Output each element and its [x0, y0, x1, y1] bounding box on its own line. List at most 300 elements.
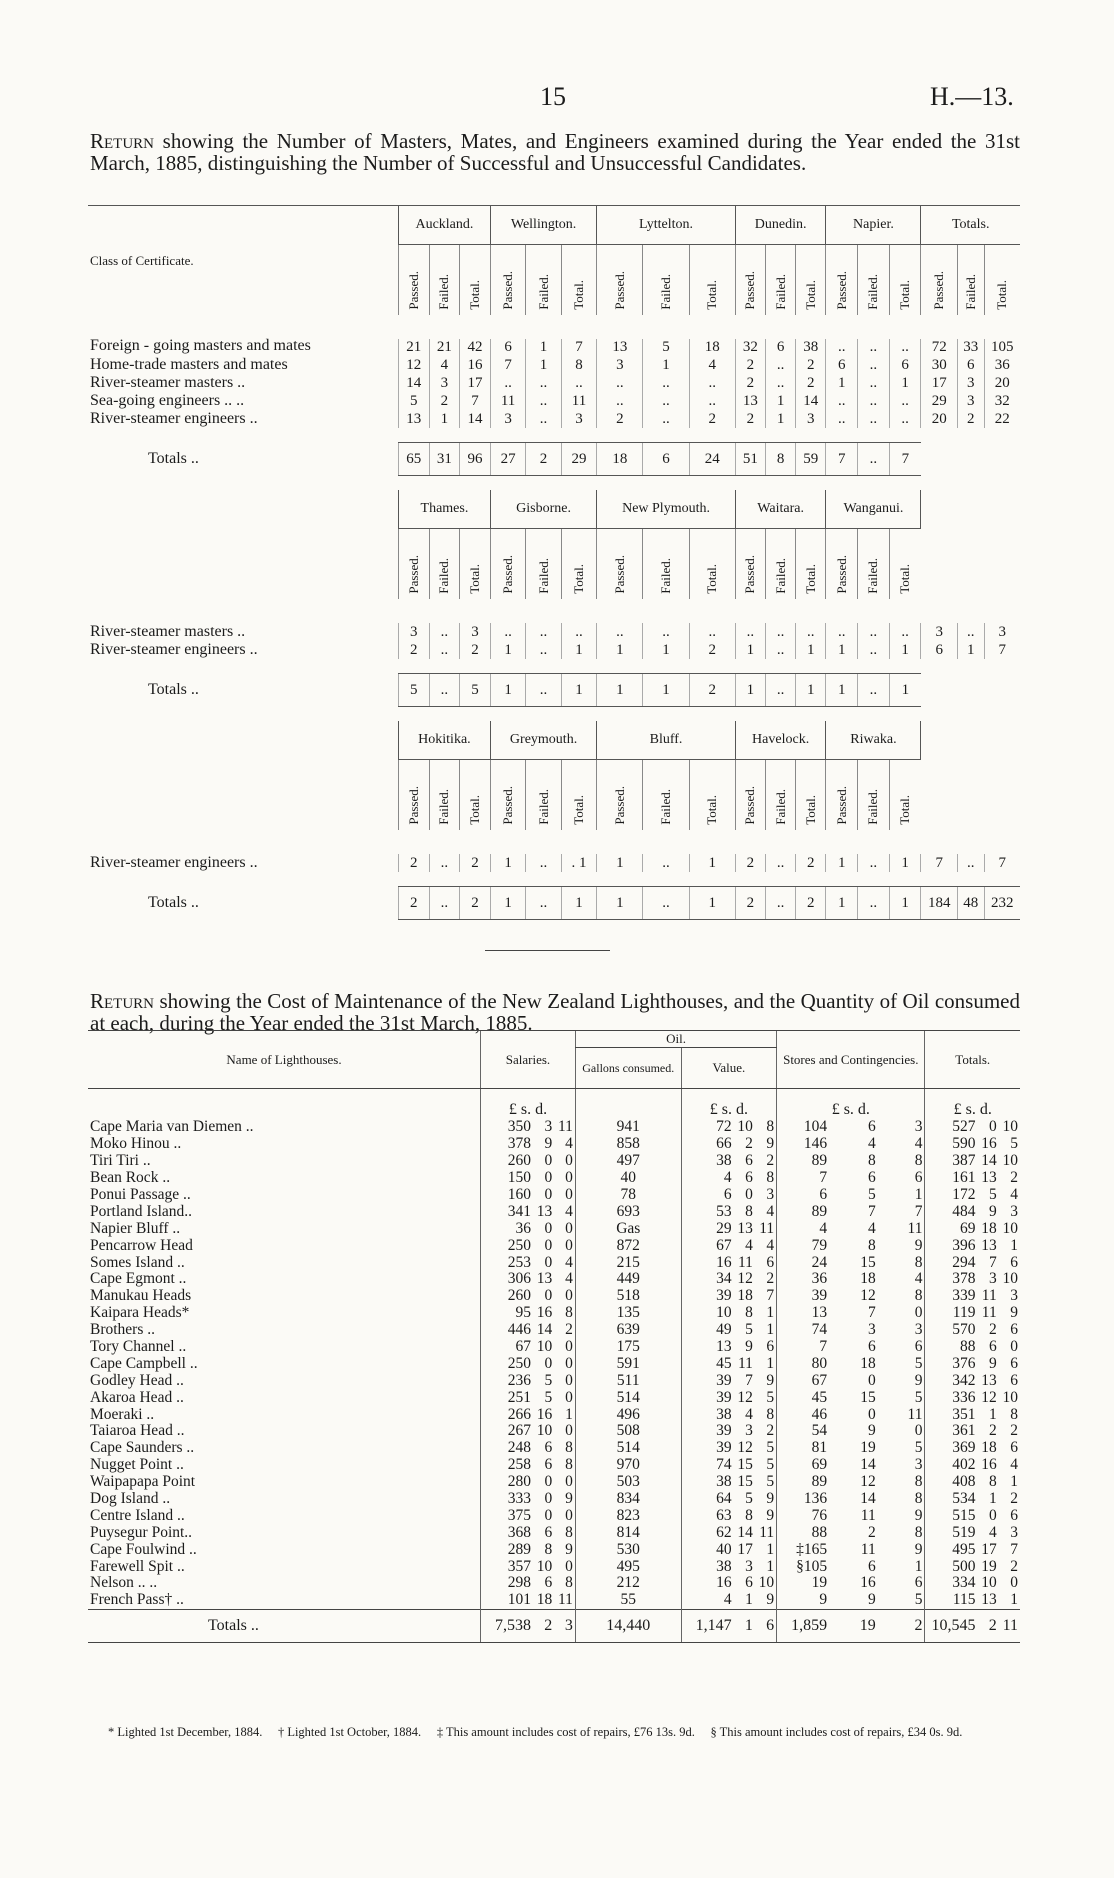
- money-cell: 67: [481, 1339, 534, 1356]
- gallons-cell: 858: [575, 1136, 681, 1153]
- column-header-text: Passed.: [833, 271, 849, 310]
- money-cell: 4: [766, 1236, 775, 1254]
- cell: 17: [460, 374, 491, 392]
- money-cell: 6: [544, 1456, 553, 1474]
- column-header: [735, 245, 765, 316]
- column-header-text: Total.: [994, 280, 1010, 310]
- money-cell: 15: [860, 1388, 876, 1406]
- money-cell: 10: [681, 1305, 734, 1322]
- gallons-cell: 135: [575, 1305, 681, 1322]
- cell: 18: [597, 443, 643, 476]
- money-cell: 67: [777, 1372, 830, 1389]
- money-cell: 0: [544, 1354, 553, 1372]
- money-cell: 527: [925, 1119, 978, 1136]
- money-cell: 89: [777, 1474, 830, 1491]
- column-header-text: Passed.: [611, 555, 627, 594]
- money-cell: 10: [1002, 1270, 1018, 1288]
- money-cell: 1: [766, 1540, 775, 1558]
- column-header: [796, 760, 826, 831]
- cell: 1: [765, 410, 795, 428]
- column-header: [826, 529, 858, 600]
- spacer-row: [88, 315, 1020, 339]
- money-cell: 10: [536, 1338, 553, 1356]
- money-cell: 3: [554, 1609, 575, 1642]
- money-cell: 236: [481, 1372, 534, 1389]
- row-label: River-steamer engineers ..: [90, 854, 258, 871]
- money-cell: 8: [914, 1473, 923, 1491]
- gallons-cell: 55: [575, 1592, 681, 1609]
- return2-title-text: showing the Cost of Maintenance of the New Zealand Lighthouses, and the Quantity of Oil consumed at each, during the Year ended the 31st March, 1885.: [90, 989, 1021, 1035]
- money-cell: 6: [766, 1338, 775, 1356]
- money-cell: 115: [925, 1592, 978, 1609]
- cell: 1: [597, 854, 643, 872]
- cell: 4: [689, 356, 735, 374]
- money-cell: 8: [565, 1456, 573, 1474]
- column-header-text: Total.: [571, 564, 586, 594]
- column-header-text: Failed.: [436, 558, 452, 594]
- port-header: Wanganui.: [826, 490, 921, 529]
- empty-cell: [984, 529, 1020, 600]
- money-cell: 14: [737, 1523, 753, 1541]
- cell: 20: [921, 410, 958, 428]
- column-header: [490, 245, 525, 316]
- money-cell: 3: [1010, 1287, 1018, 1305]
- money-cell: 0: [914, 1304, 923, 1322]
- money-cell: 39: [681, 1288, 734, 1305]
- money-cell: 336: [925, 1389, 978, 1406]
- stores-header: Stores and Contingencies.: [777, 1031, 925, 1089]
- cell: 2: [735, 374, 765, 392]
- money-cell: 0: [565, 1557, 573, 1575]
- money-cell: 4: [777, 1220, 830, 1237]
- table-row: [88, 641, 1020, 659]
- lighthouse-name: Tiri Tiri ..: [90, 1152, 151, 1170]
- cell: ..: [526, 854, 561, 872]
- column-header: [490, 529, 525, 600]
- column-header-text: Total.: [467, 564, 483, 594]
- column-header-text: Total.: [571, 280, 586, 310]
- gallons-cell: 497: [575, 1153, 681, 1170]
- money-cell: 0: [565, 1287, 573, 1305]
- money-cell: 3: [1010, 1523, 1018, 1541]
- money-cell: 2: [745, 1135, 753, 1153]
- money-cell: 15: [737, 1456, 753, 1474]
- cell: 3: [796, 410, 826, 428]
- column-header-text: Total.: [802, 280, 818, 310]
- column-header-text: Passed.: [833, 555, 849, 594]
- column-header: [643, 529, 689, 600]
- cell: ..: [765, 623, 795, 641]
- money-cell: 9: [745, 1338, 753, 1356]
- cell: 7: [561, 339, 596, 356]
- money-cell: 12: [737, 1439, 753, 1457]
- cell: 2: [796, 887, 826, 920]
- column-header-text: Failed.: [962, 274, 978, 310]
- cell: 11: [561, 392, 596, 410]
- column-header-text: Failed.: [657, 558, 673, 594]
- cell: 6: [826, 356, 858, 374]
- money-cell: 8: [914, 1253, 923, 1271]
- column-header-text: Passed.: [742, 271, 758, 310]
- money-cell: 66: [681, 1136, 734, 1153]
- money-cell: 357: [481, 1558, 534, 1575]
- money-cell: 72: [681, 1119, 734, 1136]
- money-cell: 280: [481, 1474, 534, 1491]
- column-header: [765, 529, 795, 600]
- gallons-cell: 514: [575, 1389, 681, 1406]
- cell: 6: [643, 443, 689, 476]
- cell: 14: [796, 392, 826, 410]
- totals-row: [88, 887, 1020, 920]
- cell: 2: [399, 641, 430, 659]
- money-cell: 267: [481, 1423, 534, 1440]
- money-cell: 40: [681, 1541, 734, 1558]
- table-row: [88, 1575, 1020, 1592]
- lighthouse-name: Godley Head ..: [90, 1371, 184, 1389]
- money-cell: 341: [481, 1203, 534, 1220]
- cell: ..: [643, 887, 689, 920]
- money-cell: 519: [925, 1524, 978, 1541]
- cell: 21: [399, 339, 430, 356]
- money-cell: 24: [777, 1254, 830, 1271]
- money-cell: 8: [867, 1236, 876, 1254]
- money-cell: 0: [565, 1388, 573, 1406]
- money-cell: 10: [536, 1557, 553, 1575]
- cell: 32: [735, 339, 765, 356]
- money-cell: 45: [681, 1355, 734, 1372]
- money-cell: 446: [481, 1322, 534, 1339]
- money-cell: 6: [914, 1169, 923, 1187]
- money-cell: 570: [925, 1322, 978, 1339]
- money-cell: 9: [766, 1135, 775, 1153]
- table-row: [88, 1474, 1020, 1491]
- money-cell: 80: [777, 1355, 830, 1372]
- column-header: [796, 529, 826, 600]
- money-cell: 38: [681, 1153, 734, 1170]
- money-cell: 9: [988, 1202, 997, 1220]
- cell: 30: [921, 356, 958, 374]
- money-cell: 74: [681, 1457, 734, 1474]
- cell: ..: [958, 623, 985, 641]
- column-header: [858, 245, 890, 316]
- money-cell: 11: [557, 1118, 573, 1136]
- money-cell: 172: [925, 1187, 978, 1204]
- money-cell: 8: [988, 1473, 997, 1491]
- table-row: [88, 1406, 1020, 1423]
- money-cell: 2: [977, 1609, 998, 1642]
- money-cell: 11: [907, 1405, 923, 1423]
- cell: 7: [460, 392, 491, 410]
- lighthouse-name: Nelson .. ..: [90, 1574, 158, 1592]
- cell: 2: [796, 854, 826, 872]
- cell: 1: [826, 674, 858, 707]
- money-cell: 9: [1010, 1304, 1018, 1322]
- table-row: [88, 1203, 1020, 1220]
- port-header: Hokitika.: [399, 721, 491, 760]
- column-header-text: Total.: [704, 795, 720, 825]
- money-cell: 0: [565, 1236, 573, 1254]
- money-cell: 39: [681, 1423, 734, 1440]
- port-header: New Plymouth.: [597, 490, 736, 529]
- cell: 7: [490, 356, 525, 374]
- money-cell: 408: [925, 1474, 978, 1491]
- money-cell: 7: [988, 1253, 997, 1271]
- table-row: [88, 854, 1020, 872]
- money-cell: 0: [544, 1236, 553, 1254]
- spacer-row: [88, 830, 1020, 854]
- column-header-text: Failed.: [772, 789, 788, 825]
- cell: 1: [889, 641, 921, 659]
- money-cell: 8: [914, 1287, 923, 1305]
- money-cell: 11: [737, 1354, 753, 1372]
- lighthouse-name: Manukau Heads: [90, 1287, 192, 1305]
- empty-cell: [88, 1089, 481, 1120]
- totals-label: Totals ..: [148, 450, 199, 467]
- cell: 20: [984, 374, 1020, 392]
- money-cell: 1: [734, 1609, 755, 1642]
- money-cell: 16: [681, 1254, 734, 1271]
- money-cell: 6: [755, 1609, 777, 1642]
- column-header: [984, 245, 1020, 316]
- money-cell: 13: [681, 1339, 734, 1356]
- money-cell: 9: [766, 1371, 775, 1389]
- money-cell: 1: [766, 1557, 775, 1575]
- column-header: [689, 529, 735, 600]
- empty-cell: [921, 529, 958, 600]
- money-cell: 8: [867, 1152, 876, 1170]
- document-ref: H.—13.: [930, 82, 1014, 111]
- salaries-header: Salaries.: [481, 1031, 576, 1089]
- column-header: [399, 529, 430, 600]
- money-cell: 12: [737, 1270, 753, 1288]
- currency-label: £ s. d.: [681, 1089, 777, 1120]
- column-header: [958, 245, 985, 316]
- column-header-text: Failed.: [436, 789, 452, 825]
- port-header: Thames.: [399, 490, 491, 529]
- column-header: [689, 245, 735, 316]
- cell: 1: [526, 339, 561, 356]
- gallons-cell: Gas: [575, 1220, 681, 1237]
- port-header: Lyttelton.: [597, 206, 736, 245]
- table-row: [88, 1524, 1020, 1541]
- money-cell: 14: [981, 1152, 997, 1170]
- cell: ..: [858, 674, 890, 707]
- column-header: [460, 760, 491, 831]
- currency-label: £ s. d.: [777, 1089, 925, 1120]
- money-cell: 1: [914, 1186, 923, 1203]
- column-header-text: Failed.: [436, 274, 452, 310]
- cell: 2: [689, 410, 735, 428]
- cell: 2: [796, 356, 826, 374]
- money-cell: 9: [777, 1592, 830, 1609]
- money-cell: 74: [777, 1322, 830, 1339]
- column-header: [735, 760, 765, 831]
- cell: 5: [399, 674, 430, 707]
- gallons-cell: 514: [575, 1440, 681, 1457]
- money-cell: 5: [544, 1371, 553, 1389]
- cell: ..: [597, 623, 643, 641]
- row-label: Foreign - going masters and mates: [90, 337, 311, 354]
- cell: 2: [597, 410, 643, 428]
- cell: ..: [858, 623, 890, 641]
- column-header: [526, 245, 561, 316]
- column-header-text: Passed.: [742, 555, 758, 594]
- money-cell: 1: [1010, 1236, 1018, 1254]
- column-header: [796, 245, 826, 316]
- lighthouse-name: Cape Foulwind ..: [90, 1540, 197, 1558]
- money-cell: 11: [737, 1253, 753, 1271]
- money-cell: 1: [988, 1405, 997, 1423]
- money-cell: 161: [925, 1170, 978, 1187]
- value-header: Value.: [681, 1048, 777, 1089]
- money-cell: 6: [777, 1187, 830, 1204]
- table-row: [88, 1254, 1020, 1271]
- cell: 27: [490, 443, 525, 476]
- oil-header: Oil.: [575, 1031, 776, 1048]
- cell: 6: [765, 339, 795, 356]
- cell: 13: [597, 339, 643, 356]
- money-cell: 38: [681, 1558, 734, 1575]
- spacer: [88, 599, 1020, 623]
- money-cell: 1: [565, 1405, 573, 1423]
- cell: 2: [796, 374, 826, 392]
- cell: 2: [460, 887, 491, 920]
- table-row: [88, 1592, 1020, 1609]
- table-row: [88, 1271, 1020, 1288]
- money-cell: 10: [536, 1422, 553, 1440]
- cell: 2: [460, 641, 491, 659]
- column-header-text: Total.: [897, 795, 913, 825]
- money-cell: 8: [1010, 1405, 1018, 1423]
- cell: 3: [490, 410, 525, 428]
- cell: ..: [765, 356, 795, 374]
- class-header-cell: [88, 721, 399, 830]
- money-cell: 7: [867, 1304, 876, 1322]
- money-cell: 95: [481, 1305, 534, 1322]
- money-cell: 8: [745, 1304, 753, 1322]
- money-cell: 5: [914, 1439, 923, 1457]
- money-cell: 3: [914, 1456, 923, 1474]
- money-cell: 9: [766, 1591, 775, 1609]
- cell: 72: [921, 339, 958, 356]
- cell: 17: [921, 374, 958, 392]
- money-cell: 18: [860, 1270, 876, 1288]
- row-label: River-steamer masters ..: [90, 623, 246, 640]
- money-cell: 9: [914, 1506, 923, 1524]
- money-cell: 39: [681, 1440, 734, 1457]
- money-cell: 368: [481, 1524, 534, 1541]
- money-cell: 6: [745, 1169, 753, 1187]
- cell: 2: [735, 410, 765, 428]
- money-cell: 0: [544, 1473, 553, 1491]
- money-cell: 0: [544, 1219, 553, 1237]
- money-cell: 8: [544, 1540, 553, 1558]
- cell: 2: [735, 356, 765, 374]
- empty-cell: [958, 674, 985, 707]
- cell: ..: [526, 887, 561, 920]
- money-cell: 5: [544, 1388, 553, 1406]
- money-cell: 3: [988, 1270, 997, 1288]
- cell: 1: [490, 854, 525, 872]
- lighthouse-name: Ponui Passage ..: [90, 1186, 191, 1203]
- cell: ..: [765, 674, 795, 707]
- money-cell: 0: [544, 1287, 553, 1305]
- money-cell: 10: [981, 1574, 997, 1592]
- money-cell: 534: [925, 1491, 978, 1508]
- money-cell: 253: [481, 1254, 534, 1271]
- money-cell: 5: [988, 1186, 997, 1203]
- money-cell: 6: [1010, 1253, 1018, 1271]
- money-cell: 4: [914, 1135, 923, 1153]
- money-cell: 0: [565, 1506, 573, 1524]
- cell: 7: [984, 641, 1020, 659]
- money-cell: 378: [481, 1136, 534, 1153]
- spacer: [88, 315, 1020, 339]
- money-cell: 88: [777, 1524, 830, 1541]
- cell: ..: [826, 410, 858, 428]
- cell: ..: [429, 641, 460, 659]
- money-cell: §105: [777, 1558, 830, 1575]
- money-cell: 49: [681, 1322, 734, 1339]
- money-cell: 11: [759, 1523, 775, 1541]
- cell: 1: [889, 674, 921, 707]
- money-cell: 4: [766, 1202, 775, 1220]
- cell: 59: [796, 443, 826, 476]
- cell: 1: [796, 674, 826, 707]
- lighthouses-table: [88, 1030, 1020, 1643]
- port-header: Greymouth.: [490, 721, 596, 760]
- column-header: [826, 760, 858, 831]
- column-header: [889, 245, 921, 316]
- money-cell: 1: [766, 1354, 775, 1372]
- money-cell: 378: [925, 1271, 978, 1288]
- cell: 24: [689, 443, 735, 476]
- cell: ..: [643, 410, 689, 428]
- cell: 5: [643, 339, 689, 356]
- cell: 29: [561, 443, 596, 476]
- currency-label: £ s. d.: [925, 1089, 1020, 1120]
- money-cell: 266: [481, 1406, 534, 1423]
- column-header: [765, 245, 795, 316]
- cell: ..: [889, 410, 921, 428]
- spacer: [88, 920, 1020, 935]
- cell: 1: [689, 887, 735, 920]
- money-cell: 39: [777, 1288, 830, 1305]
- cell: ..: [526, 641, 561, 659]
- column-header-text: Failed.: [657, 274, 673, 310]
- cell: 18: [689, 339, 735, 356]
- money-cell: 16: [536, 1405, 553, 1423]
- column-header-text: Failed.: [657, 789, 673, 825]
- cell: 5: [399, 392, 430, 410]
- gallons-cell: 503: [575, 1474, 681, 1491]
- cell: ..: [526, 623, 561, 641]
- money-cell: 6: [867, 1338, 876, 1356]
- lighthouse-name: Cape Saunders ..: [90, 1439, 195, 1457]
- money-cell: 10: [758, 1574, 775, 1592]
- lighthouse-name: Dog Island ..: [90, 1490, 171, 1508]
- table-row: [88, 1187, 1020, 1204]
- cell: ..: [765, 641, 795, 659]
- cell: 1: [826, 641, 858, 659]
- cell: ..: [490, 623, 525, 641]
- cell: 6: [490, 339, 525, 356]
- column-header: [765, 760, 795, 831]
- money-cell: 16: [981, 1456, 997, 1474]
- cell: 33: [958, 339, 985, 356]
- money-cell: 9: [766, 1506, 775, 1524]
- cell: 12: [399, 356, 430, 374]
